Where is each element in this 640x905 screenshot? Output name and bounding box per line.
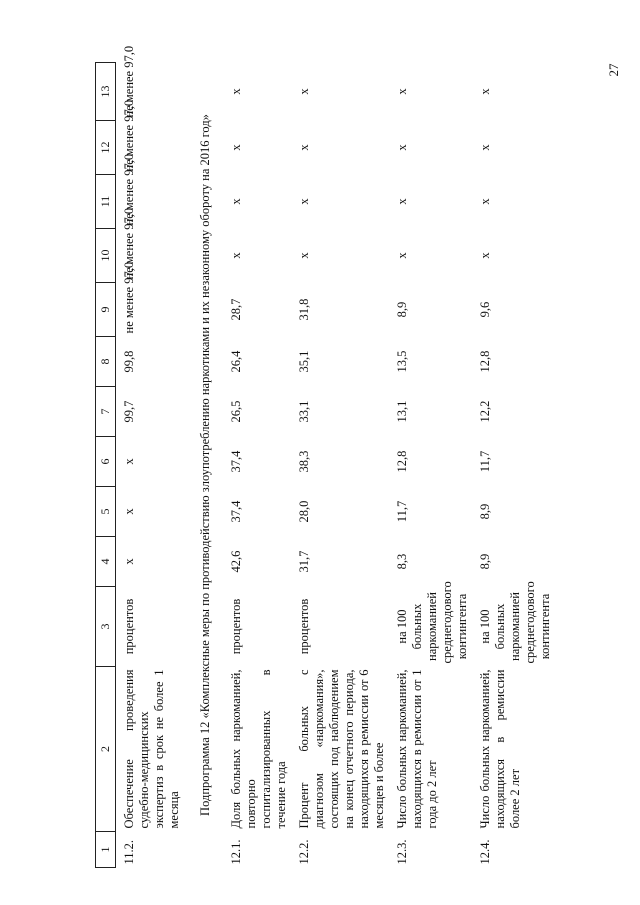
value-cell-col-7: 12,2	[478, 400, 492, 423]
unit-of-measure: на 100 больных наркоманией среднегодового контингента	[395, 581, 469, 664]
value-cell-col-4: 8,9	[478, 553, 492, 570]
table-row	[116, 63, 185, 868]
value-cell-col-7: 33,1	[297, 400, 311, 423]
value-cell-col-10: x	[395, 252, 409, 259]
column-number-5: 5	[96, 487, 116, 537]
column-number-2: 2	[96, 667, 116, 832]
value-cell-col-7: 13,1	[395, 400, 409, 423]
value-cell-col-5: 11,7	[395, 500, 409, 523]
indicator-description: Число больных наркоманией, находящихся в ремиссии более 2 лет	[478, 669, 522, 829]
indicator-description: Процент больных с диагнозом «наркомания», состоящих под наблюдением на конец отчетного периода, находящихся в ремиссии от 6 месяцев и более	[297, 669, 386, 829]
value-cell-col-6: 37,4	[229, 450, 243, 473]
value-cell-col-12: x	[229, 144, 243, 151]
value-cell-col-11: x	[395, 198, 409, 205]
value-cell-col-13: x	[395, 88, 409, 95]
value-cell-col-10: не менее 97,0	[122, 207, 136, 280]
value-cell-col-10: x	[478, 252, 492, 259]
indicator-description: Доля больных наркоманией, повторно госпитализированных в течение года	[229, 669, 288, 829]
value-cell-col-4: 42,6	[229, 550, 243, 573]
value-cell-col-8: 26,4	[229, 350, 243, 373]
value-cell-col-9: 31,8	[297, 298, 311, 321]
value-cell-col-5: x	[122, 508, 136, 515]
value-cell-col-5: 8,9	[478, 503, 492, 520]
column-number-row	[96, 63, 116, 868]
value-cell-col-10: x	[229, 252, 243, 259]
row-number: 12.3.	[395, 839, 409, 865]
indicators-table	[95, 45, 555, 868]
value-cell-col-13: не менее 97,0	[122, 45, 136, 118]
indicator-description: Число больных наркоманией, находящихся в ремиссии от 1 года до 2 лет	[395, 669, 439, 829]
column-number-9: 9	[96, 283, 116, 337]
value-cell-col-7: 26,5	[229, 400, 243, 423]
value-cell-col-5: 28,0	[297, 500, 311, 523]
page-number: 27	[606, 63, 621, 77]
value-cell-col-12: не менее 97,0	[122, 99, 136, 172]
value-cell-col-6: 38,3	[297, 450, 311, 473]
value-cell-col-6: 11,7	[478, 450, 492, 473]
value-cell-col-12: x	[297, 144, 311, 151]
column-number-6: 6	[96, 437, 116, 487]
column-number-1: 1	[96, 832, 116, 868]
value-cell-col-8: 12,8	[478, 350, 492, 373]
value-cell-col-10: x	[297, 252, 311, 259]
value-cell-col-11: x	[297, 198, 311, 205]
table-row	[472, 63, 555, 868]
value-cell-col-9: 28,7	[229, 298, 243, 321]
value-cell-col-9: не менее 97,0	[122, 261, 136, 334]
subprogram-title: Подпрограмма 12 «Комплексные меры по противодействию злоупотреблению наркотиками и их незаконному обороту на 2016 год»	[198, 114, 212, 816]
value-cell-col-12: x	[395, 144, 409, 151]
table-row	[389, 63, 472, 868]
table-row	[291, 63, 389, 868]
value-cell-col-4: 31,7	[297, 550, 311, 573]
value-cell-col-8: 13,5	[395, 350, 409, 373]
unit-of-measure: процентов	[122, 598, 136, 655]
column-number-7: 7	[96, 387, 116, 437]
unit-of-measure: процентов	[229, 598, 243, 655]
column-number-11: 11	[96, 175, 116, 229]
value-cell-col-5: 37,4	[229, 500, 243, 523]
value-cell-col-6: x	[122, 458, 136, 465]
value-cell-col-11: x	[229, 198, 243, 205]
unit-of-measure: на 100 больных наркоманией среднегодового контингента	[478, 581, 552, 664]
value-cell-col-13: x	[478, 88, 492, 95]
value-cell-col-4: x	[122, 558, 136, 565]
value-cell-col-4: 8,3	[395, 553, 409, 570]
value-cell-col-7: 99,7	[122, 400, 136, 423]
value-cell-col-13: x	[297, 88, 311, 95]
row-number: 11.2.	[122, 839, 136, 865]
value-cell-col-11: x	[478, 198, 492, 205]
value-cell-col-6: 12,8	[395, 450, 409, 473]
value-cell-col-13: x	[229, 88, 243, 95]
column-number-4: 4	[96, 537, 116, 587]
column-number-13: 13	[96, 63, 116, 121]
value-cell-col-12: x	[478, 144, 492, 151]
row-number: 12.1.	[229, 839, 243, 865]
rotated-table-container	[95, 45, 557, 868]
value-cell-col-8: 99,8	[122, 350, 136, 373]
row-number: 12.2.	[297, 839, 311, 865]
table-row	[223, 63, 291, 868]
row-number: 12.4.	[478, 839, 492, 865]
subprogram-row	[184, 63, 223, 868]
value-cell-col-11: не менее 97,0	[122, 153, 136, 226]
value-cell-col-9: 8,9	[395, 301, 409, 318]
column-number-8: 8	[96, 337, 116, 387]
column-number-10: 10	[96, 229, 116, 283]
column-number-3: 3	[96, 587, 116, 667]
value-cell-col-9: 9,6	[478, 301, 492, 318]
indicator-description: Обеспечение проведения судебно-медицинских экспертиз в срок не более 1 месяца	[122, 669, 181, 829]
column-number-12: 12	[96, 121, 116, 175]
value-cell-col-8: 35,1	[297, 350, 311, 373]
unit-of-measure: процентов	[297, 598, 311, 655]
